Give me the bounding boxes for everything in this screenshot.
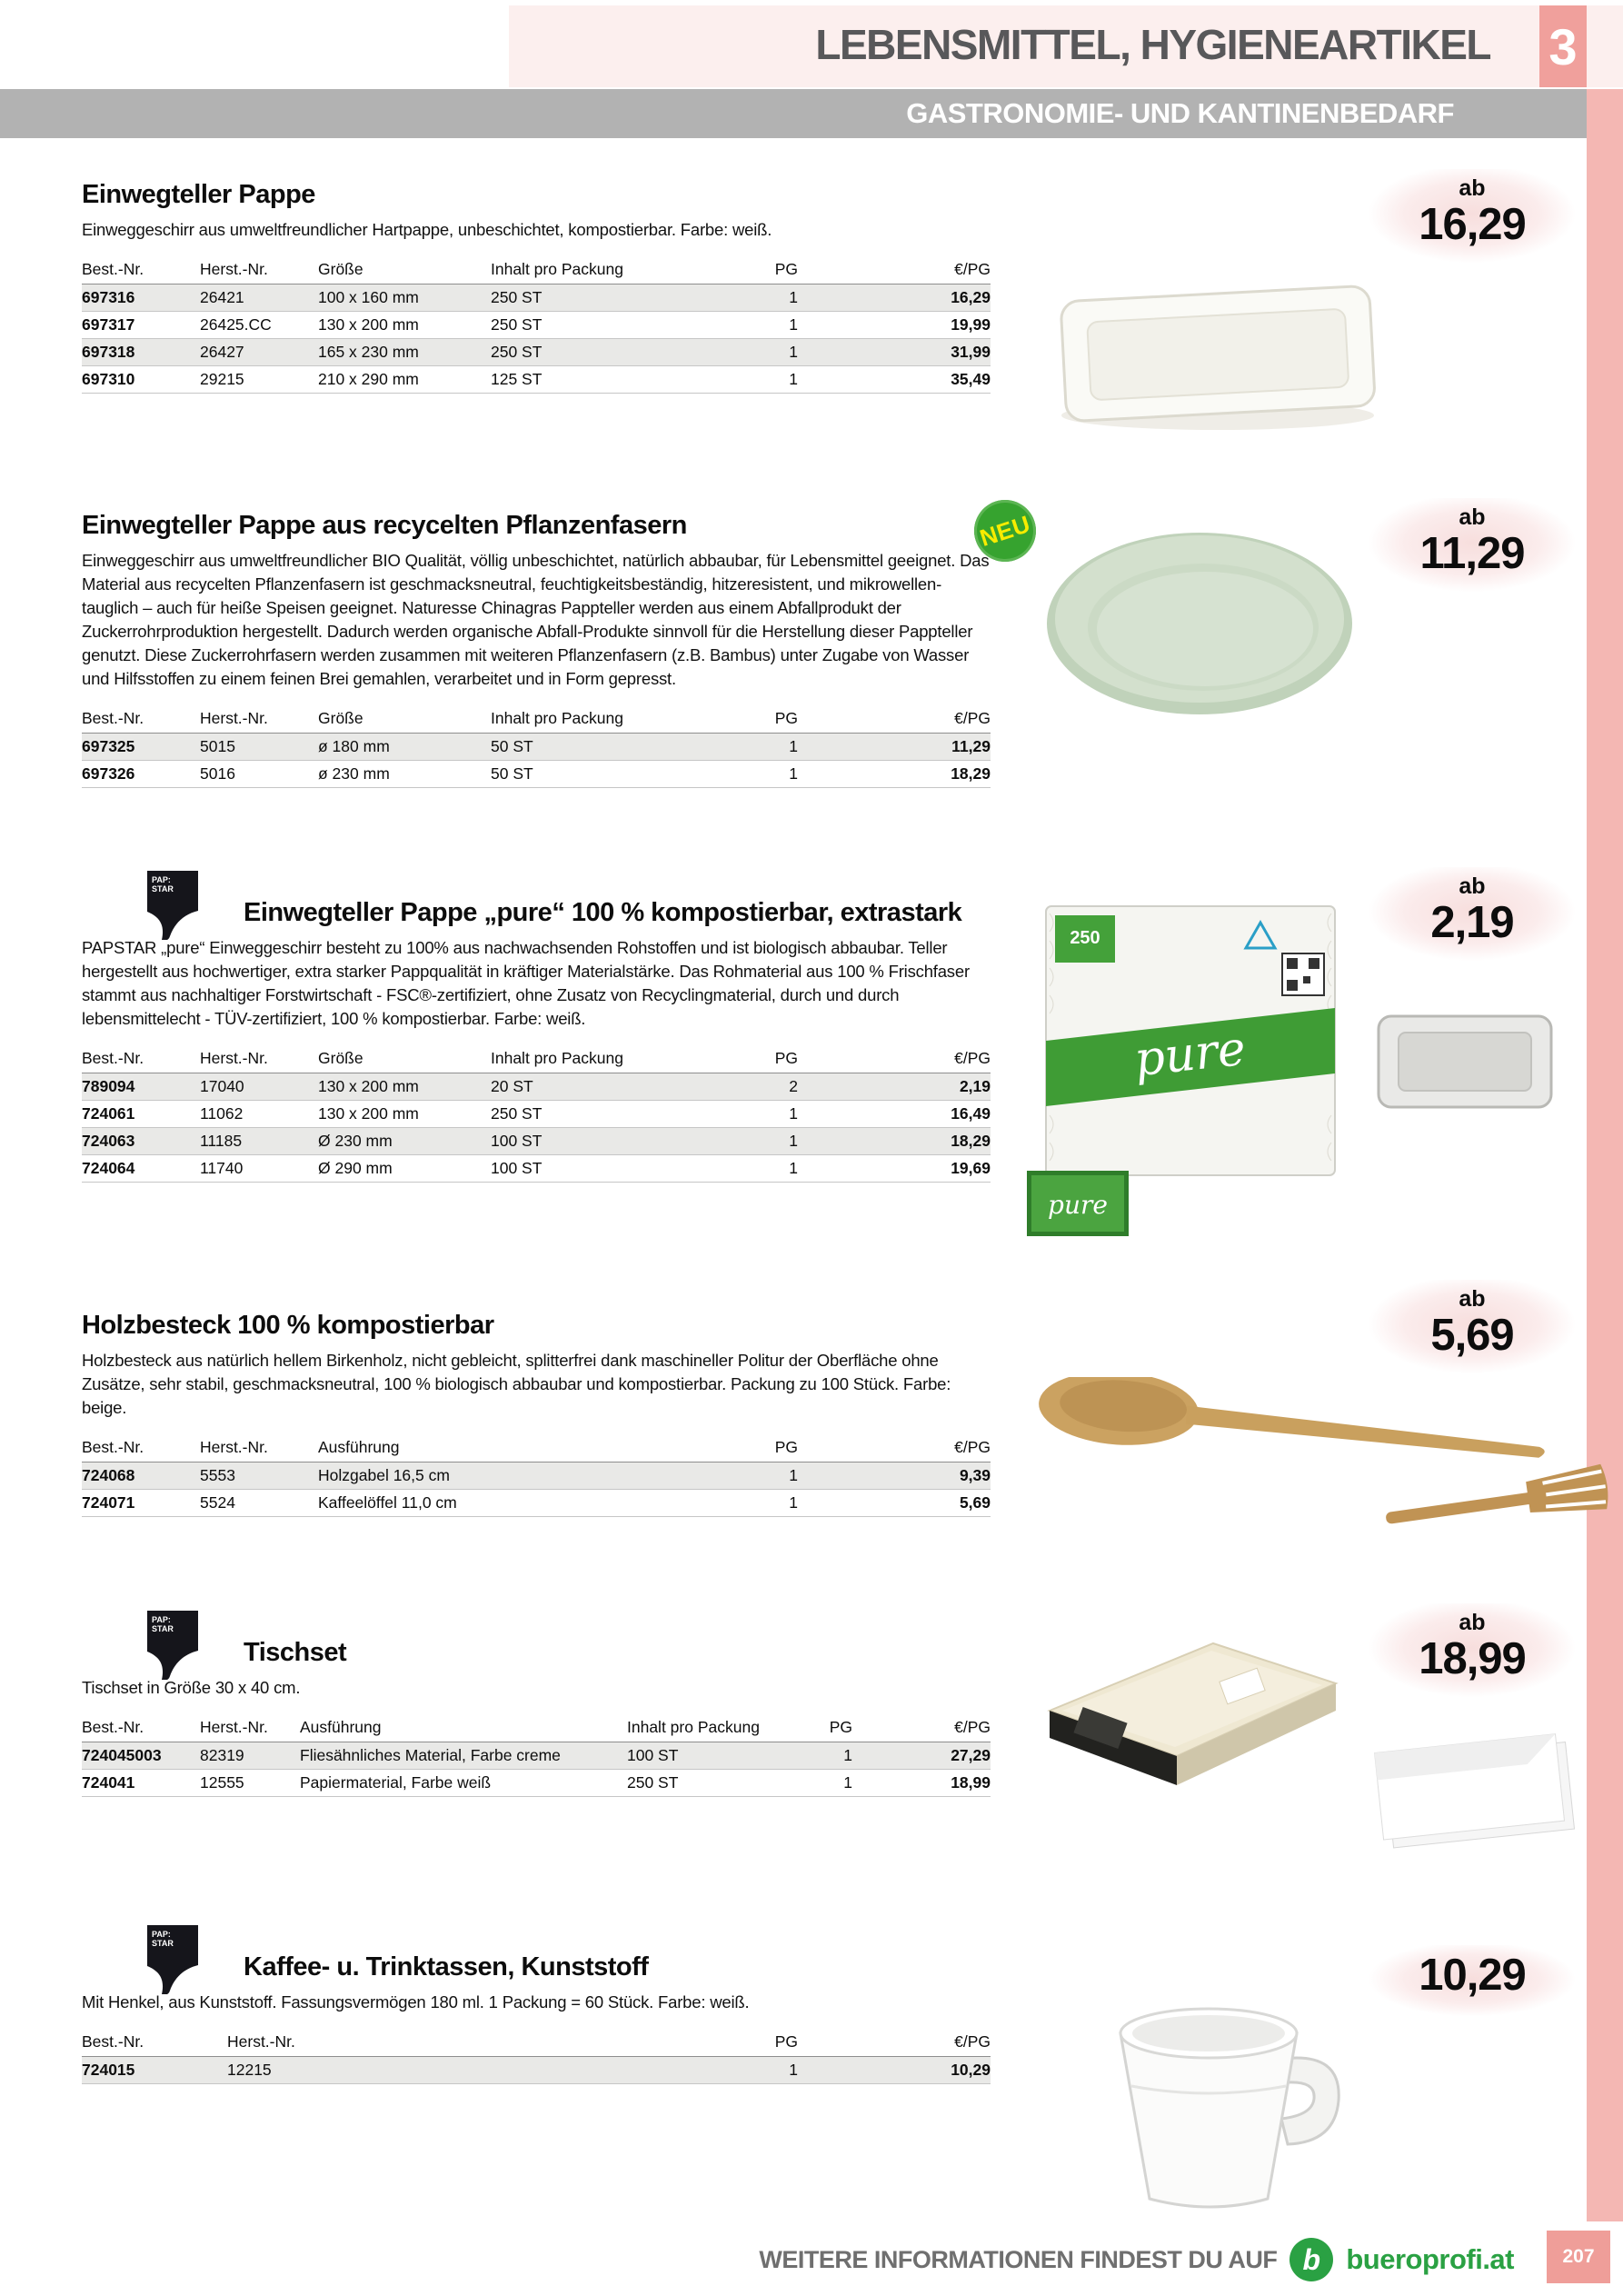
table-cell: Fliesähnliches Material, Farbe creme <box>300 1746 561 1764</box>
table-column-header: PG <box>774 1438 798 1456</box>
paper-tray-product-image <box>1045 259 1390 441</box>
table-column-header: Best.-Nr. <box>82 260 144 278</box>
price-badge <box>1368 498 1577 604</box>
price-prefix: ab <box>1459 873 1486 899</box>
table-cell: 18,29 <box>951 764 991 783</box>
table-cell: 50 ST <box>491 764 533 783</box>
table-column-header: €/PG <box>954 1049 991 1067</box>
pure-package-label: pure <box>1131 1021 1249 1088</box>
table-cell: 210 x 290 mm <box>318 370 419 388</box>
section-kaffeetassen <box>82 1925 991 2084</box>
table-cell: 19,99 <box>951 315 991 334</box>
papstar-logo-text-2: STAR <box>152 1624 174 1633</box>
table-cell: 50 ST <box>491 737 533 755</box>
table-header-row <box>82 704 991 734</box>
table-cell: 27,29 <box>951 1746 991 1764</box>
table-row <box>82 1490 991 1517</box>
table-column-header: Best.-Nr. <box>82 2032 144 2051</box>
price-prefix: ab <box>1459 504 1486 530</box>
page-number: 207 <box>1562 2246 1595 2267</box>
table-cell: 10,29 <box>951 2061 991 2079</box>
table-column-header: Inhalt pro Packung <box>491 260 623 278</box>
subtitle-band <box>0 89 1587 138</box>
section-description: PAPSTAR „pure“ Einweggeschirr besteht zu 100% aus nachwachsenden Rohstoffen und ist biologisch abbaubar. Teller hergestellt aus hochwertiger, extra starker Pappqualität in kräftiger Materialstärke. Das Rohmaterial aus 100 % Frischfaser stammt aus nachhaltiger Forstwirtschaft - FSC®-zertifiziert, ohne Zusatz von Recyclingmaterial, durch und durch lebensmittelecht - TÜV-zertifiziert, 100 % kompostierbar. Farbe: weiß. <box>82 938 970 1028</box>
table-cell: 11,29 <box>951 737 991 755</box>
table-cell: 1 <box>789 1104 798 1123</box>
table-cell: 165 x 230 mm <box>318 343 419 361</box>
table-column-header: Größe <box>318 1049 363 1067</box>
section-title: Tischset <box>244 1638 347 1667</box>
table-cell: 1 <box>843 1746 852 1764</box>
table-cell: 100 x 160 mm <box>318 288 419 306</box>
table-header-row <box>82 1713 991 1742</box>
table-column-header: PG <box>774 260 798 278</box>
table-cell: 724041 <box>82 1773 135 1792</box>
table-column-header: Herst.-Nr. <box>200 709 268 727</box>
table-cell: 26425.CC <box>200 315 272 334</box>
table-cell: 5015 <box>200 737 235 755</box>
table-column-header: Größe <box>318 709 363 727</box>
table-cell: 125 ST <box>491 370 543 388</box>
table-cell: 1 <box>789 1159 798 1177</box>
footer-brand-link[interactable]: bueroprofi.at <box>1346 2243 1514 2275</box>
pure-package-product-image <box>1031 895 1349 1186</box>
section-description: Tischset in Größe 30 x 40 cm. <box>82 1678 301 1697</box>
price-value: 10,29 <box>1419 1951 1526 2000</box>
table-row <box>82 1770 991 1797</box>
table-cell: 16,29 <box>951 288 991 306</box>
section-description: Einweggeschirr aus umweltfreundlicher Hartpappe, unbeschichtet, kompostierbar. Farbe: weiß. <box>82 220 772 239</box>
papstar-logo-icon <box>145 871 200 942</box>
section-title: Einwegteller Pappe aus recycelten Pflanzenfasern <box>82 511 687 540</box>
table-column-header: Ausführung <box>318 1438 400 1456</box>
table-cell: 250 ST <box>491 343 543 361</box>
price-badge <box>1368 1280 1577 1386</box>
table-column-header: Herst.-Nr. <box>200 260 268 278</box>
table-cell: 31,99 <box>951 343 991 361</box>
table-cell: 724061 <box>82 1104 135 1123</box>
table-header-row <box>82 1433 991 1462</box>
table-cell: 82319 <box>200 1746 244 1764</box>
table-column-header: Inhalt pro Packung <box>491 1049 623 1067</box>
table-column-header: Best.-Nr. <box>82 1049 144 1067</box>
table-cell: 26421 <box>200 288 244 306</box>
section-description: Mit Henkel, aus Kunststoff. Fassungsvermögen 180 ml. 1 Packung = 60 Stück. Farbe: weiß. <box>82 1992 750 2011</box>
price-prefix: ab <box>1459 1610 1486 1635</box>
papstar-logo-text-1: PAP: <box>152 875 171 884</box>
table-cell: 1 <box>789 1132 798 1150</box>
table-cell: 697318 <box>82 343 135 361</box>
table-cell: 1 <box>789 343 798 361</box>
section-description: Holzbesteck aus natürlich hellem Birkenholz, nicht gebleicht, splitterfrei dank maschineller Politur der Oberfläche ohne Zusätze, sehr stabil, geschmacksneutral, 100 % biologisch abbaubar und kompostierbar. Packung zu 100 Stück. Farbe: beige. <box>82 1351 951 1417</box>
table-row <box>82 1742 991 1770</box>
price-badge <box>1368 1945 1577 2026</box>
table-row <box>82 1073 991 1101</box>
table-cell: 724045003 <box>82 1746 162 1764</box>
plastic-cup-product-image <box>1068 1968 1359 2231</box>
table-column-header: Inhalt pro Packung <box>627 1718 760 1736</box>
bueroprofi-logo-letter: b <box>1302 2243 1321 2276</box>
table-column-header: Inhalt pro Packung <box>491 709 623 727</box>
table-cell: 1 <box>843 1773 852 1792</box>
table-cell: 100 ST <box>627 1746 679 1764</box>
section-title: Kaffee- u. Trinktassen, Kunststoff <box>244 1952 649 1982</box>
price-badge <box>1368 1603 1577 1710</box>
table-cell: 11062 <box>200 1104 244 1123</box>
table-cell: 1 <box>789 370 798 388</box>
page-edge-strip <box>1587 89 1623 2221</box>
tischset-package-product-image <box>1022 1627 1349 1850</box>
table-cell: 100 ST <box>491 1132 543 1150</box>
green-plate-product-image <box>1041 525 1359 721</box>
table-cell: 724063 <box>82 1132 135 1150</box>
table-cell: 789094 <box>82 1077 135 1095</box>
package-count-label: 250 <box>1070 928 1100 948</box>
section-description: Einweggeschirr aus umweltfreundlicher BIO Qualität, völlig unbeschichtet, natürlich abbaubar, für Lebensmittel geeignet. Das Material aus recycelten Pflanzenfasern ist geschmacksneutral, feuchtigkeitsbeständig, hitzeresistent, und mikrowellen-tauglich – auch für heiße Speisen geeignet. Naturesse Chinagras Pappteller werden aus einem Abfallprodukt der Zuckerrohrproduktion hergestellt. Dadurch werden organische Abfall-Produkte sinnvoll für die Herstellung dieser Pappteller genutzt. Diese Zuckerrohrfasern werden zusammen mit weiteren Pflanzenfasern (z.B. Bambus) unter Zugabe von Wasser und Hilfsstoffen zu einem feinen Brei gemahlen, verarbeitet und in Form gepresst. <box>82 551 990 688</box>
table-cell: 130 x 200 mm <box>318 1104 419 1123</box>
wooden-fork-product-image <box>1381 1459 1613 1545</box>
table-cell: 26427 <box>200 343 244 361</box>
table-cell: 724015 <box>82 2061 135 2079</box>
product-table <box>82 1713 991 1797</box>
papstar-logo-icon <box>145 1925 200 1996</box>
table-row <box>82 1462 991 1490</box>
page-number-box <box>1547 2231 1610 2283</box>
price-value: 18,99 <box>1419 1633 1526 1683</box>
price-badge <box>1368 169 1577 275</box>
chapter-number: 3 <box>1548 17 1578 75</box>
table-cell: 5016 <box>200 764 235 783</box>
table-cell: 697316 <box>82 288 135 306</box>
table-row <box>82 339 991 366</box>
table-column-header: Herst.-Nr. <box>200 1718 268 1736</box>
table-cell: 1 <box>789 315 798 334</box>
table-cell: 697325 <box>82 737 135 755</box>
product-table <box>82 2028 991 2084</box>
price-value: 16,29 <box>1419 199 1526 249</box>
table-cell: 250 ST <box>627 1773 679 1792</box>
table-cell: ø 230 mm <box>318 764 390 783</box>
price-value: 2,19 <box>1430 897 1514 947</box>
table-column-header: Best.-Nr. <box>82 709 144 727</box>
section-title: Einwegteller Pappe „pure“ 100 % kompostierbar, extrastark <box>244 898 962 927</box>
table-cell: 35,49 <box>951 370 991 388</box>
section-pflanzenfasern <box>82 511 991 788</box>
section-tischset <box>82 1611 991 1797</box>
price-badge <box>1368 867 1577 973</box>
table-cell: 20 ST <box>491 1077 533 1095</box>
table-row <box>82 1128 991 1155</box>
table-cell: 19,69 <box>951 1159 991 1177</box>
pure-label-text: pure <box>1048 1190 1108 1220</box>
table-cell: 100 ST <box>491 1159 543 1177</box>
table-cell: 2,19 <box>959 1077 991 1095</box>
page-title: LEBENSMITTEL, HYGIENEARTIKEL <box>815 21 1490 68</box>
table-column-header: Größe <box>318 260 363 278</box>
bueroprofi-logo-icon <box>1289 2238 1333 2281</box>
table-cell: 1 <box>789 288 798 306</box>
papstar-logo-text-1: PAP: <box>152 1930 171 1939</box>
table-column-header: PG <box>774 1049 798 1067</box>
papstar-logo-text-1: PAP: <box>152 1615 171 1624</box>
table-row <box>82 2057 991 2084</box>
price-value: 5,69 <box>1430 1310 1514 1360</box>
table-cell: 12215 <box>227 2061 272 2079</box>
table-cell: 724064 <box>82 1159 135 1177</box>
table-cell: 5553 <box>200 1466 235 1484</box>
table-cell: 1 <box>789 764 798 783</box>
papstar-logo-text-2: STAR <box>152 1939 174 1948</box>
table-column-header: Herst.-Nr. <box>200 1438 268 1456</box>
table-header-row <box>82 1044 991 1073</box>
price-prefix: ab <box>1459 1286 1486 1312</box>
table-cell: Papiermaterial, Farbe weiß <box>300 1773 492 1792</box>
table-cell: 9,39 <box>959 1466 991 1484</box>
table-column-header: PG <box>774 2032 798 2051</box>
table-column-header: €/PG <box>954 1718 991 1736</box>
table-cell: Kaffeelöffel 11,0 cm <box>318 1493 457 1512</box>
neu-badge-label: NEU <box>976 509 1034 552</box>
table-column-header: Best.-Nr. <box>82 1718 144 1736</box>
table-cell: Ø 290 mm <box>318 1159 393 1177</box>
table-row <box>82 285 991 312</box>
table-cell: 697317 <box>82 315 135 334</box>
chapter-number-box <box>1539 5 1587 87</box>
table-cell: 130 x 200 mm <box>318 1077 419 1095</box>
table-cell: 1 <box>789 2061 798 2079</box>
footer <box>759 2238 1514 2281</box>
section-einwegteller-pappe <box>82 180 991 394</box>
table-cell: 18,29 <box>951 1132 991 1150</box>
footer-text: WEITERE INFORMATIONEN FINDEST DU AUF <box>759 2245 1278 2273</box>
papstar-logo-icon <box>145 1611 200 1682</box>
table-cell: 697326 <box>82 764 135 783</box>
table-column-header: €/PG <box>954 709 991 727</box>
page-subtitle: GASTRONOMIE- UND KANTINENBEDARF <box>906 97 1454 129</box>
table-row <box>82 312 991 339</box>
table-column-header: PG <box>774 709 798 727</box>
napkin-stack-product-image <box>1368 1721 1586 1852</box>
table-row <box>82 1155 991 1183</box>
table-cell: 17040 <box>200 1077 244 1095</box>
table-cell: ø 180 mm <box>318 737 390 755</box>
papstar-logo-text-2: STAR <box>152 884 174 893</box>
table-row <box>82 761 991 788</box>
table-cell: 250 ST <box>491 315 543 334</box>
table-cell: 250 ST <box>491 1104 543 1123</box>
table-column-header: Herst.-Nr. <box>200 1049 268 1067</box>
alu-tray-product-image <box>1368 1000 1563 1123</box>
table-cell: 697310 <box>82 370 135 388</box>
table-column-header: €/PG <box>954 1438 991 1456</box>
product-table <box>82 704 991 788</box>
product-table <box>82 1044 991 1183</box>
table-column-header: Best.-Nr. <box>82 1438 144 1456</box>
section-pure <box>82 871 991 1183</box>
table-cell: 724068 <box>82 1466 135 1484</box>
table-cell: 250 ST <box>491 288 543 306</box>
table-header-row <box>82 2028 991 2057</box>
table-cell: Holzgabel 16,5 cm <box>318 1466 450 1484</box>
section-title: Holzbesteck 100 % kompostierbar <box>82 1311 494 1340</box>
table-cell: 12555 <box>200 1773 244 1792</box>
price-prefix: ab <box>1459 175 1486 201</box>
table-cell: 18,99 <box>951 1773 991 1792</box>
table-row <box>82 734 991 761</box>
table-cell: 724071 <box>82 1493 135 1512</box>
pure-label-product-image <box>1027 1171 1129 1236</box>
table-row <box>82 1101 991 1128</box>
section-title: Einwegteller Pappe <box>82 180 315 209</box>
table-column-header: €/PG <box>954 260 991 278</box>
table-column-header: PG <box>829 1718 852 1736</box>
table-cell: 2 <box>789 1077 798 1095</box>
table-cell: Ø 230 mm <box>318 1132 393 1150</box>
table-cell: 29215 <box>200 370 244 388</box>
table-cell: 1 <box>789 1493 798 1512</box>
table-header-row <box>82 255 991 285</box>
price-value: 11,29 <box>1419 528 1525 578</box>
section-holzbesteck <box>82 1311 991 1517</box>
table-cell: 11740 <box>200 1159 244 1177</box>
product-table <box>82 1433 991 1517</box>
table-column-header: Ausführung <box>300 1718 382 1736</box>
table-column-header: Herst.-Nr. <box>227 2032 295 2051</box>
table-cell: 5,69 <box>959 1493 991 1512</box>
table-cell: 1 <box>789 737 798 755</box>
table-row <box>82 366 991 394</box>
table-cell: 1 <box>789 1466 798 1484</box>
table-column-header: €/PG <box>954 2032 991 2051</box>
table-cell: 11185 <box>200 1132 243 1150</box>
table-cell: 16,49 <box>951 1104 991 1123</box>
product-table <box>82 255 991 394</box>
table-cell: 5524 <box>200 1493 235 1512</box>
table-cell: 130 x 200 mm <box>318 315 419 334</box>
